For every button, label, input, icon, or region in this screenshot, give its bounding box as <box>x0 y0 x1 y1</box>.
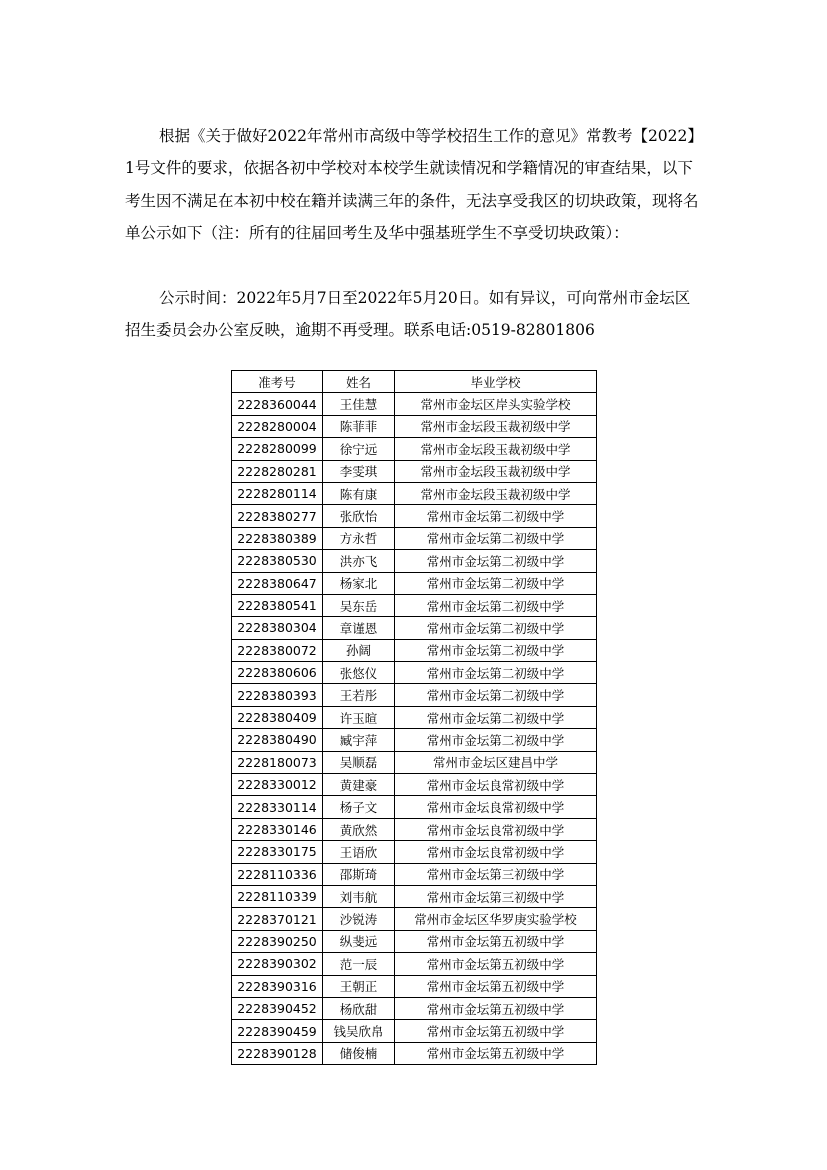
table-row <box>232 572 597 594</box>
table-row <box>232 1042 597 1064</box>
header-exam-number: 准考号 <box>232 371 323 393</box>
table-row <box>232 841 597 863</box>
exam-number-cell: 2228330114 <box>232 796 323 818</box>
exam-number-cell: 2228390452 <box>232 997 323 1019</box>
table-row <box>232 706 597 728</box>
exam-number-cell: 2228330012 <box>232 774 323 796</box>
name-cell: 杨家北 <box>323 572 395 594</box>
table-row <box>232 908 597 930</box>
school-cell: 常州市金坛区华罗庚实验学校 <box>395 908 597 930</box>
school-cell: 常州市金坛第五初级中学 <box>395 975 597 997</box>
school-cell: 常州市金坛良常初级中学 <box>395 774 597 796</box>
table-row <box>232 930 597 952</box>
table-row <box>232 975 597 997</box>
school-cell: 常州市金坛段玉裁初级中学 <box>395 415 597 437</box>
exam-number-cell: 2228110339 <box>232 885 323 907</box>
school-cell: 常州市金坛第二初级中学 <box>395 639 597 661</box>
table-row <box>232 438 597 460</box>
exam-number-cell: 2228380541 <box>232 594 323 616</box>
exam-number-cell: 2228380072 <box>232 639 323 661</box>
table-row <box>232 527 597 549</box>
school-cell: 常州市金坛区建昌中学 <box>395 751 597 773</box>
school-cell: 常州市金坛良常初级中学 <box>395 841 597 863</box>
name-cell: 徐宁远 <box>323 438 395 460</box>
name-cell: 纵斐远 <box>323 930 395 952</box>
school-cell: 常州市金坛区岸头实验学校 <box>395 393 597 415</box>
name-cell: 黄建豪 <box>323 774 395 796</box>
table-row <box>232 594 597 616</box>
name-cell: 李雯琪 <box>323 460 395 482</box>
table-row <box>232 550 597 572</box>
school-cell: 常州市金坛段玉裁初级中学 <box>395 482 597 504</box>
table-row <box>232 684 597 706</box>
header-name: 姓名 <box>323 371 395 393</box>
table-row <box>232 953 597 975</box>
name-cell: 沙锐涛 <box>323 908 395 930</box>
exam-number-cell: 2228280281 <box>232 460 323 482</box>
table-row <box>232 997 597 1019</box>
exam-number-cell: 2228380389 <box>232 527 323 549</box>
name-cell: 方永哲 <box>323 527 395 549</box>
table-row <box>232 662 597 684</box>
exam-number-cell: 2228390250 <box>232 930 323 952</box>
name-cell: 章谨恩 <box>323 617 395 639</box>
school-cell: 常州市金坛第二初级中学 <box>395 505 597 527</box>
table-row <box>232 885 597 907</box>
name-cell: 陈菲菲 <box>323 415 395 437</box>
exam-number-cell: 2228330146 <box>232 818 323 840</box>
name-cell: 王语欣 <box>323 841 395 863</box>
name-cell: 王朝正 <box>323 975 395 997</box>
school-cell: 常州市金坛第二初级中学 <box>395 550 597 572</box>
notice-paragraph-2: 公示时间：2022年5月7日至2022年5月20日。如有异议，可向常州市金坛区招生委员会办公室反映，逾期不再受理。联系电话:0519-82801806 <box>125 289 691 340</box>
exam-number-cell: 2228380490 <box>232 729 323 751</box>
exam-number-cell: 2228380530 <box>232 550 323 572</box>
name-cell: 臧宇萍 <box>323 729 395 751</box>
name-cell: 杨子文 <box>323 796 395 818</box>
exam-number-cell: 2228370121 <box>232 908 323 930</box>
school-cell: 常州市金坛第二初级中学 <box>395 684 597 706</box>
table-row <box>232 639 597 661</box>
name-cell: 许玉暄 <box>323 706 395 728</box>
table-row <box>232 617 597 639</box>
exam-number-cell: 2228180073 <box>232 751 323 773</box>
exam-number-cell: 2228390459 <box>232 1020 323 1042</box>
school-cell: 常州市金坛第五初级中学 <box>395 930 597 952</box>
table-row <box>232 729 597 751</box>
school-cell: 常州市金坛段玉裁初级中学 <box>395 460 597 482</box>
name-cell: 陈有康 <box>323 482 395 504</box>
table-row <box>232 1020 597 1042</box>
exam-number-cell: 2228390302 <box>232 953 323 975</box>
school-cell: 常州市金坛第五初级中学 <box>395 953 597 975</box>
name-cell: 洪亦飞 <box>323 550 395 572</box>
table-row <box>232 482 597 504</box>
name-cell: 邵斯琦 <box>323 863 395 885</box>
name-cell: 吴东岳 <box>323 594 395 616</box>
exam-number-cell: 2228380647 <box>232 572 323 594</box>
name-cell: 黄欣然 <box>323 818 395 840</box>
school-cell: 常州市金坛良常初级中学 <box>395 796 597 818</box>
table-row <box>232 505 597 527</box>
table-row <box>232 751 597 773</box>
exam-number-cell: 2228330175 <box>232 841 323 863</box>
header-school: 毕业学校 <box>395 371 597 393</box>
table-row <box>232 393 597 415</box>
name-cell: 孙阔 <box>323 639 395 661</box>
notice-paragraph-1: 根据《关于做好2022年常州市高级中等学校招生工作的意见》常教考【2022】1号文件的要求，依据各初中学校对本校学生就读情况和学籍情况的审查结果，以下考生因不满足在本初中校在籍并读满三年的条件，无法享受我区的切块政策，现将名单公示如下（注：所有的往届回考生及华中强基班学生不享受切块政策）： <box>125 127 703 242</box>
name-cell: 钱吴欣帛 <box>323 1020 395 1042</box>
name-cell: 储俊楠 <box>323 1042 395 1064</box>
school-cell: 常州市金坛第五初级中学 <box>395 997 597 1019</box>
school-cell: 常州市金坛第五初级中学 <box>395 1020 597 1042</box>
school-cell: 常州市金坛第二初级中学 <box>395 662 597 684</box>
table-row <box>232 863 597 885</box>
school-cell: 常州市金坛第二初级中学 <box>395 572 597 594</box>
table-row <box>232 415 597 437</box>
school-cell: 常州市金坛段玉裁初级中学 <box>395 438 597 460</box>
school-cell: 常州市金坛第三初级中学 <box>395 863 597 885</box>
school-cell: 常州市金坛第三初级中学 <box>395 885 597 907</box>
exam-number-cell: 2228390128 <box>232 1042 323 1064</box>
school-cell: 常州市金坛第二初级中学 <box>395 594 597 616</box>
table-body <box>232 393 597 1065</box>
table-header-row <box>232 371 597 393</box>
table-row <box>232 796 597 818</box>
exam-number-cell: 2228280099 <box>232 438 323 460</box>
school-cell: 常州市金坛第二初级中学 <box>395 706 597 728</box>
exam-number-cell: 2228280114 <box>232 482 323 504</box>
school-cell: 常州市金坛良常初级中学 <box>395 818 597 840</box>
name-cell: 张悠仪 <box>323 662 395 684</box>
table-row <box>232 460 597 482</box>
name-cell: 吴顺磊 <box>323 751 395 773</box>
table-row <box>232 818 597 840</box>
name-cell: 张欣怡 <box>323 505 395 527</box>
school-cell: 常州市金坛第二初级中学 <box>395 527 597 549</box>
exam-number-cell: 2228280004 <box>232 415 323 437</box>
exam-number-cell: 2228110336 <box>232 863 323 885</box>
exam-number-cell: 2228380393 <box>232 684 323 706</box>
name-cell: 王若彤 <box>323 684 395 706</box>
exam-number-cell: 2228380409 <box>232 706 323 728</box>
table-row <box>232 774 597 796</box>
candidate-table <box>231 370 597 1065</box>
exam-number-cell: 2228380277 <box>232 505 323 527</box>
school-cell: 常州市金坛第二初级中学 <box>395 729 597 751</box>
exam-number-cell: 2228380606 <box>232 662 323 684</box>
name-cell: 范一辰 <box>323 953 395 975</box>
school-cell: 常州市金坛第二初级中学 <box>395 617 597 639</box>
name-cell: 杨欣甜 <box>323 997 395 1019</box>
school-cell: 常州市金坛第五初级中学 <box>395 1042 597 1064</box>
name-cell: 刘韦航 <box>323 885 395 907</box>
exam-number-cell: 2228390316 <box>232 975 323 997</box>
name-cell: 王佳慧 <box>323 393 395 415</box>
exam-number-cell: 2228360044 <box>232 393 323 415</box>
exam-number-cell: 2228380304 <box>232 617 323 639</box>
